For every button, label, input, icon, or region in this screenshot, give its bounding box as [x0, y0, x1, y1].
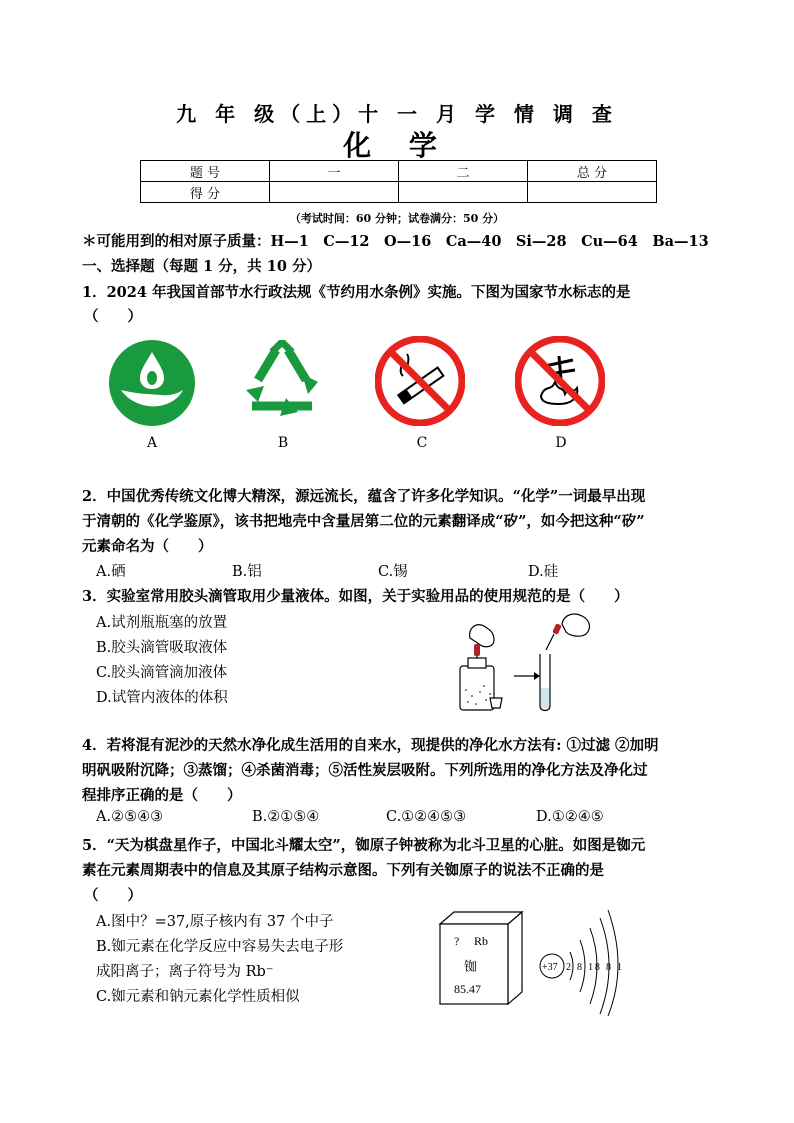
water-saving-logo-icon [107, 338, 197, 428]
q4-stem: 4．若将混有泥沙的天然水净化成生活用的自来水，现提供的净化水方法有: ①过滤 ②加明 [82, 737, 659, 754]
subject-title: 化 学 [343, 129, 451, 162]
section-heading: 一、选择题（每题 1 分，共 10 分） [82, 258, 321, 275]
q3-option-b[interactable]: B.胶头滴管吸取液体 [96, 640, 228, 656]
no-smoking-sign-icon [375, 336, 465, 426]
q4-stem: 程排序正确的是（ ） [82, 787, 242, 804]
q3-stem: 3．实验室常用胶头滴管取用少量液体。如图，关于实验用品的使用规范的是（ ） [82, 588, 629, 605]
recycle-arrows-icon [236, 340, 328, 426]
q4-option-a[interactable]: A.②⑤④③ [96, 809, 164, 825]
atom-shell-electrons: 2 8 18 8 1 [566, 962, 622, 973]
exam-note: （考试时间：60 分钟；试卷满分：50 分） [289, 212, 505, 225]
score-table-cell: 一 [270, 161, 399, 182]
score-table-cell: 得 分 [141, 182, 270, 203]
q2-option-c[interactable]: C.锡 [378, 564, 408, 580]
q1-answer-blank: （ ） [84, 308, 142, 325]
score-table [140, 160, 657, 203]
q2-option-a[interactable]: A.硒 [96, 564, 126, 580]
score-input-cell[interactable] [399, 182, 528, 203]
q4-option-b[interactable]: B.②①⑤④ [252, 809, 320, 825]
q1-option-label: C [416, 435, 428, 451]
dropper-experiment-illustration [450, 610, 610, 716]
q1-option-label: A [146, 435, 158, 451]
q3-option-c[interactable]: C.胶头滴管滴加液体 [96, 665, 228, 681]
element-symbol: Rb [474, 934, 489, 948]
exam-title: 九 年 级（上）十 一 月 学 情 调 查 [176, 102, 618, 126]
score-input-cell[interactable] [270, 182, 399, 203]
q2-stem: 元素命名为（ ） [82, 538, 213, 555]
q5-stem: 素在元素周期表中的信息及其原子结构示意图。下列有关铷原子的说法不正确的是 [82, 862, 604, 879]
element-card [436, 910, 526, 1006]
q3-option-d[interactable]: D.试管内液体的体积 [96, 690, 228, 706]
q3-option-a[interactable]: A.试剂瓶瓶塞的放置 [96, 615, 228, 631]
atom-structure-diagram [536, 904, 626, 1016]
no-burning-sign-icon [515, 336, 605, 426]
element-atomic-number: ? [454, 934, 460, 948]
q2-option-b[interactable]: B.铝 [232, 564, 262, 580]
q5-option-c[interactable]: C.铷元素和钠元素化学性质相似 [96, 989, 300, 1005]
q2-stem: 于清朝的《化学鉴原》，该书把地壳中含量居第二位的元素翻译成“矽”，如今把这种“矽” [82, 513, 645, 530]
score-table-cell: 二 [399, 161, 528, 182]
q5-option-b[interactable]: B.铷元素在化学反应中容易失去电子形 [96, 939, 344, 955]
q1-stem: 1．2024 年我国首部节水行政法规《节约用水条例》实施。下图为国家节水标志的是 [82, 284, 631, 301]
q2-option-d[interactable]: D.硅 [528, 564, 559, 580]
q5-answer-blank: （ ） [84, 887, 142, 904]
score-input-cell[interactable] [528, 182, 657, 203]
q5-option-b-cont: 成阳离子；离子符号为 Rb⁻ [96, 964, 274, 980]
q2-stem: 2．中国优秀传统文化博大精深，源远流长，蕴含了许多化学知识。“化学”一词最早出现 [82, 488, 646, 505]
q1-option-label: B [277, 435, 289, 451]
element-mass: 85.47 [454, 982, 481, 996]
q4-option-d[interactable]: D.①②④⑤ [536, 809, 604, 825]
q1-option-label: D [555, 435, 567, 451]
score-table-cell: 总 分 [528, 161, 657, 182]
q4-stem: 明矾吸附沉降；③蒸馏；④杀菌消毒；⑤活性炭层吸附。下列所选用的净化方法及净化过 [82, 762, 648, 779]
atom-nucleus-charge: +37 [542, 962, 558, 973]
score-table-cell: 题 号 [141, 161, 270, 182]
q5-stem: 5．“天为棋盘星作子，中国北斗耀太空”，铷原子钟被称为北斗卫星的心脏。如图是铷元 [82, 837, 646, 854]
q5-option-a[interactable]: A.图中？=37,原子核内有 37 个中子 [96, 914, 334, 930]
atomic-masses: ＊可能用到的相对原子质量：H—1 C—12 O—16 Ca—40 Si—28 Cu—64 Ba—13 [82, 233, 709, 250]
q4-option-c[interactable]: C.①②④⑤③ [386, 809, 467, 825]
element-name: 铷 [464, 960, 478, 975]
